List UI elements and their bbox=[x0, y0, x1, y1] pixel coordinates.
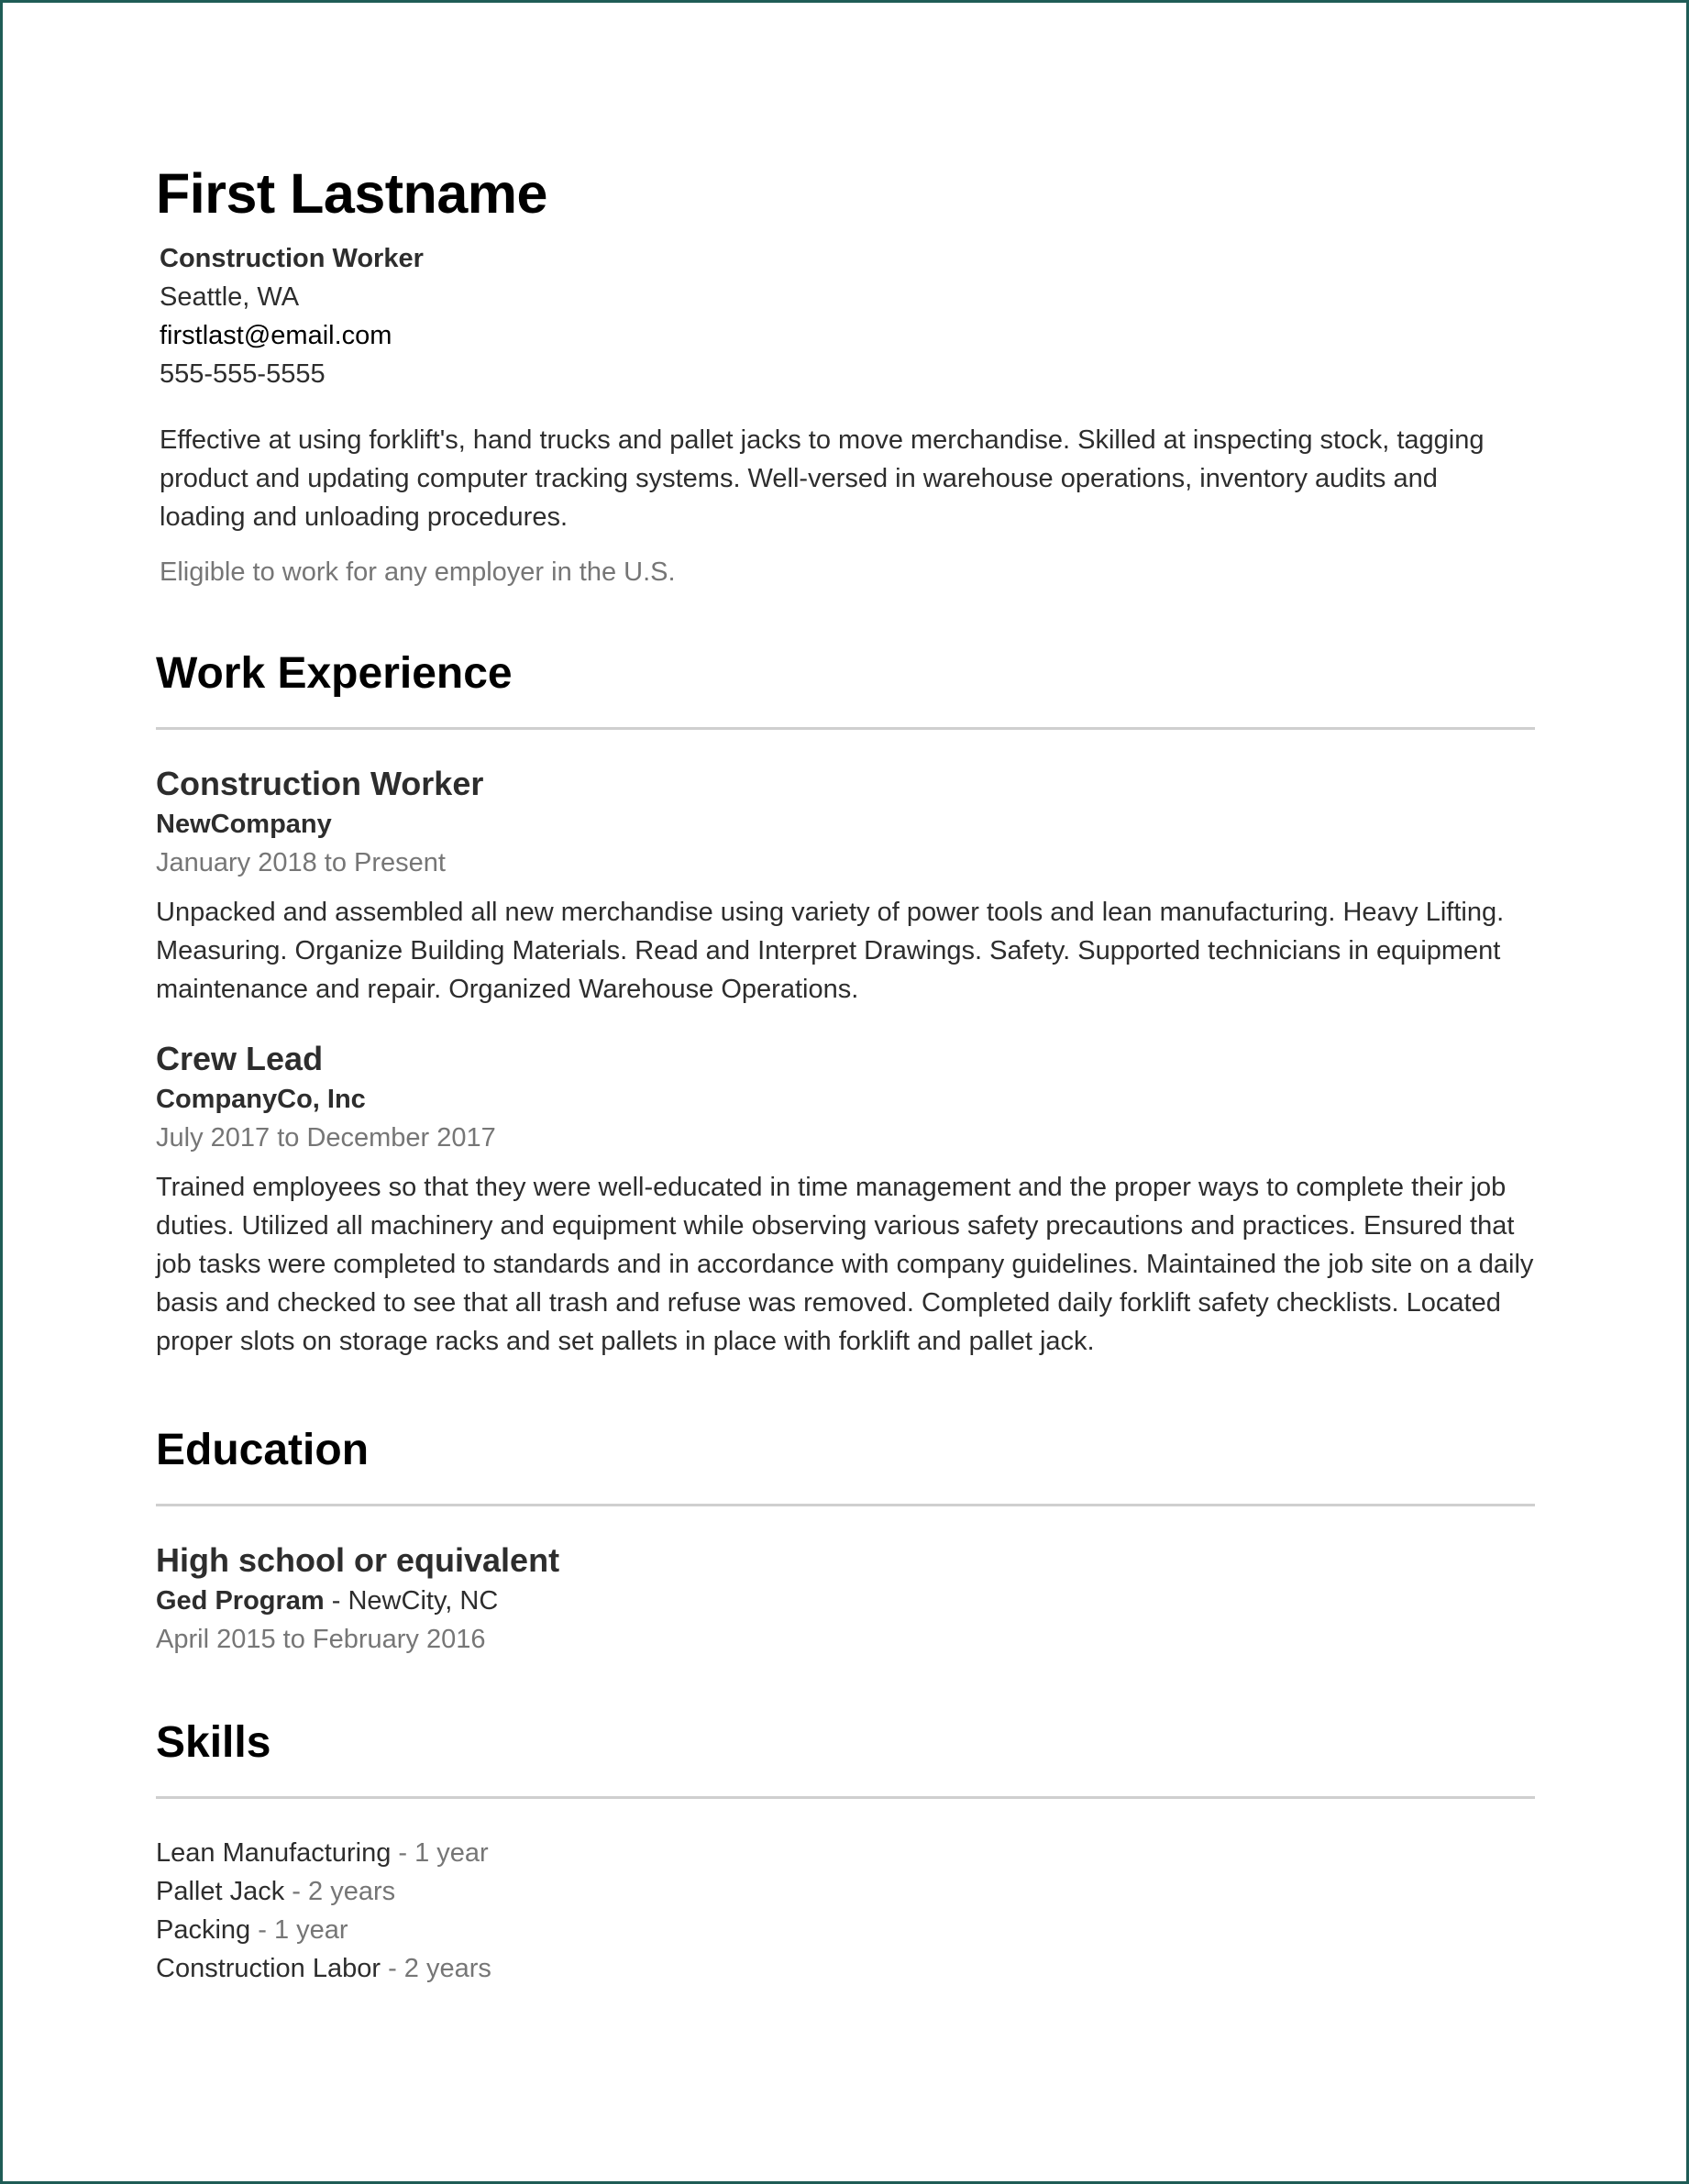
education-location: - NewCity, NC bbox=[324, 1586, 499, 1616]
job-dates: July 2017 to December 2017 bbox=[156, 1123, 496, 1153]
skill-item bbox=[156, 1834, 1535, 1872]
candidate-phone: 555-555-5555 bbox=[160, 359, 326, 389]
section-divider bbox=[156, 727, 1535, 730]
skill-experience: - 1 year bbox=[391, 1838, 489, 1868]
education-school-line bbox=[156, 1582, 1535, 1620]
skill-name: Construction Labor bbox=[156, 1954, 381, 1983]
job-company: NewCompany bbox=[156, 810, 332, 839]
education-section bbox=[156, 1423, 1535, 1659]
skill-name: Packing bbox=[156, 1915, 251, 1945]
skill-experience: - 2 years bbox=[381, 1954, 491, 1983]
candidate-location: Seattle, WA bbox=[160, 282, 300, 312]
education-heading: Education bbox=[156, 1426, 370, 1474]
work-experience-heading: Work Experience bbox=[156, 649, 513, 698]
education-entry bbox=[156, 1539, 1535, 1659]
job-title: Crew Lead bbox=[156, 1040, 324, 1077]
job-title: Construction Worker bbox=[156, 765, 484, 802]
job-description: Unpacked and assembled all new merchandise using variety of power tools and lean manufacturing. Heavy Lifting. Measuring. Organize Building Materials. Read and Interpret Drawings. Safety. Supported technicians in equipment maintenance and repair. Organized Warehouse Operations. bbox=[156, 898, 1505, 1004]
section-divider bbox=[156, 1796, 1535, 1799]
job-dates: January 2018 to Present bbox=[156, 848, 446, 877]
candidate-job-title: Construction Worker bbox=[160, 244, 424, 273]
section-divider bbox=[156, 1504, 1535, 1506]
education-dates: April 2015 to February 2016 bbox=[156, 1625, 486, 1654]
skill-experience: - 2 years bbox=[284, 1877, 396, 1906]
job-entry bbox=[156, 1038, 1535, 1361]
work-experience-section bbox=[156, 646, 1535, 1361]
skill-name: Lean Manufacturing bbox=[156, 1838, 392, 1868]
summary-text: Effective at using forklift's, hand trucks and pallet jacks to move merchandise. Skilled at inspecting stock, tagging product and updating computer tracking systems. Well-versed in warehouse operations, inventory audits and loading and unloading procedures. bbox=[160, 425, 1485, 532]
skill-name: Pallet Jack bbox=[156, 1877, 285, 1906]
skill-item bbox=[156, 1872, 1535, 1911]
candidate-name: First Lastname bbox=[156, 162, 547, 225]
candidate-email: firstlast@email.com bbox=[160, 321, 392, 350]
skills-list bbox=[156, 1834, 1535, 1988]
contact-block bbox=[156, 239, 1535, 393]
eligibility-text: Eligible to work for any employer in the U.S. bbox=[160, 557, 676, 587]
resume-content bbox=[156, 159, 1535, 1988]
job-company: CompanyCo, Inc bbox=[156, 1085, 366, 1114]
skill-item bbox=[156, 1911, 1535, 1949]
skill-experience: - 1 year bbox=[250, 1915, 348, 1945]
job-entry bbox=[156, 763, 1535, 1009]
skills-heading: Skills bbox=[156, 1718, 271, 1767]
job-description: Trained employees so that they were well-educated in time management and the proper ways to complete their job duties. Utilized all machinery and equipment while observing various safety precautions and practices. Ensured that job tasks were completed to standards and in accordance with company guidelines. Maintained the job site on a daily basis and checked to see that all trash and refuse was removed. Completed daily forklift safety checklists. Located proper slots on storage racks and set pallets in place with forklift and pallet jack. bbox=[156, 1173, 1534, 1356]
education-degree: High school or equivalent bbox=[156, 1541, 560, 1579]
skills-section bbox=[156, 1715, 1535, 1988]
education-school: Ged Program bbox=[156, 1586, 325, 1616]
skill-item bbox=[156, 1949, 1535, 1988]
